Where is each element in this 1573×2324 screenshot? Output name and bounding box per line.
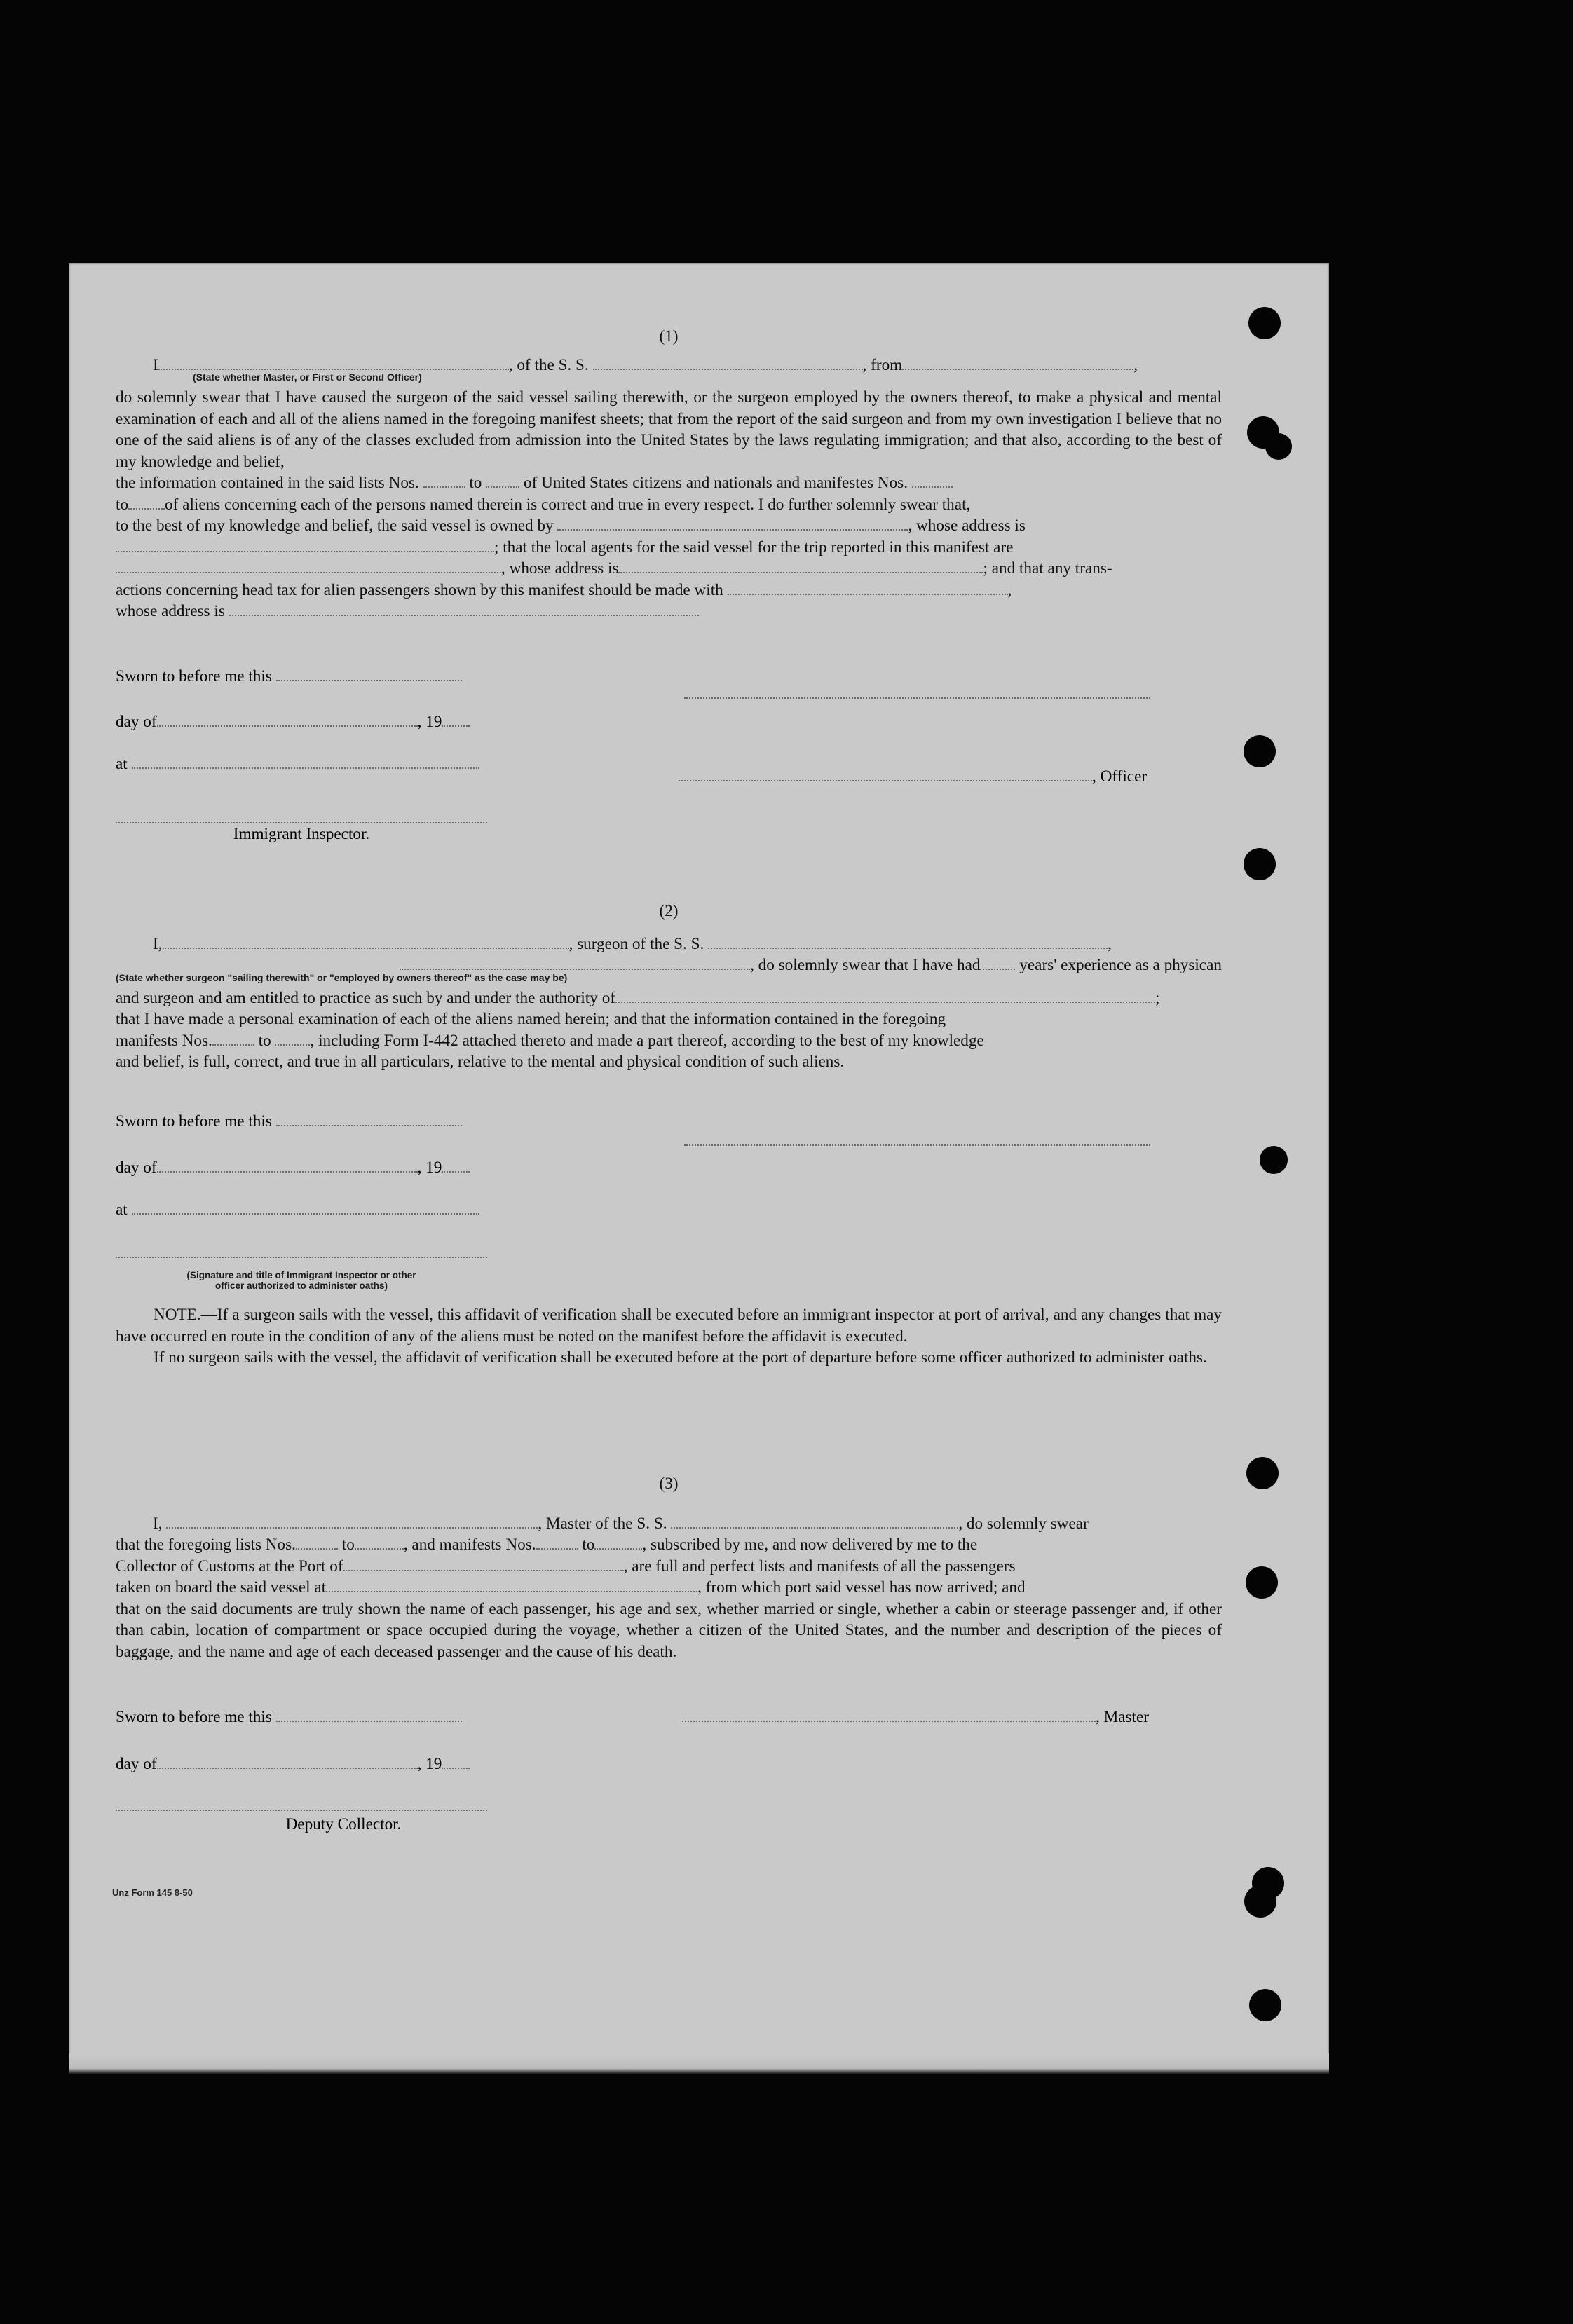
agents-line: ; that the local agents for the said vessel for the trip reported in this manifest are	[116, 537, 1222, 559]
master-signature-field[interactable]	[682, 1720, 1096, 1722]
day-of-line-3: day of , 19	[116, 1754, 470, 1775]
note-block	[116, 1304, 1222, 1369]
inspector-signature-line-2	[116, 1243, 487, 1264]
lists-line: the information contained in the said lists Nos. to of United States citizens and nationals and manifestes Nos.	[116, 472, 1222, 494]
officer-name-field[interactable]	[158, 368, 509, 370]
sworn-line-2: Sworn to before me this	[116, 1111, 462, 1132]
binder-hole	[1244, 735, 1276, 767]
binder-hole	[1265, 433, 1292, 460]
section-number: (3)	[659, 1475, 679, 1493]
surgeon-signature-field[interactable]	[684, 1144, 1150, 1146]
binder-hole	[1248, 307, 1281, 339]
officer-caption: (State whether Master, or First or Second Officer)	[193, 371, 422, 383]
agents-address-line: , whose address is ; and that any trans-	[116, 558, 1222, 580]
sworn-date-field-1[interactable]	[276, 679, 462, 681]
form-sheet	[69, 263, 1329, 2074]
master-line-3: I, , Master of the S. S. , do solemnly swear	[153, 1514, 1089, 1533]
head-tax-address-field[interactable]	[229, 614, 699, 616]
manifests-to-field-3[interactable]	[594, 1547, 642, 1550]
owner-field[interactable]	[557, 528, 908, 531]
master-vessel-field[interactable]	[671, 1526, 958, 1529]
manifests-from-field-2[interactable]	[212, 1044, 254, 1046]
immigrant-inspector-label: Immigrant Inspector.	[233, 825, 370, 843]
affidavit-section-3	[116, 1473, 1222, 1662]
binder-hole	[1246, 1566, 1278, 1599]
lists-to-field-3[interactable]	[355, 1547, 404, 1550]
years-field[interactable]	[980, 968, 1015, 970]
oath-paragraph: do solemnly swear that I have caused the surgeon of the said vessel sailing therewith, or the surgeon employed by the owners thereof, to make a physical and mental examination of each and all of the aliens named in the foregoing manifest sheets; that from the report of the said surgeon and from my own investigation I believe that no one of the said aliens is of any of the classes excluded from admission into the United States by the laws regulating immigration; and that also, according to the best of my knowledge and belief,	[116, 388, 1222, 471]
head-tax-line: actions concerning head tax for alien passengers shown by this manifest should be made with ,	[116, 580, 1012, 599]
surgeon-vessel-field[interactable]	[708, 947, 1108, 949]
at-field-2[interactable]	[132, 1212, 479, 1215]
agents-field[interactable]	[116, 571, 501, 573]
lists-line-3: that the foregoing lists Nos. to , and manifests Nos. to , subscribed by me, and now delivered by me to the	[116, 1536, 978, 1554]
collector-signature-field[interactable]	[116, 1809, 487, 1811]
manifests-from-field-3[interactable]	[536, 1547, 578, 1550]
sworn-line-1: Sworn to before me this	[116, 666, 462, 687]
surgeon-type-field[interactable]	[400, 968, 750, 970]
at-field-1[interactable]	[132, 767, 479, 769]
binder-hole	[1249, 1989, 1281, 2021]
officer-signature-line: , Officer	[679, 766, 1147, 787]
paper-torn-edge	[69, 2053, 1329, 2074]
agents-address-field[interactable]	[618, 571, 983, 573]
taken-on-board-line: taken on board the said vessel at , from which port said vessel has now arrived; and	[116, 1578, 1026, 1597]
documents-paragraph: that on the said documents are truly shown the name of each passenger, his age and sex, whether married or single, whether a cabin or steerage passenger and, if other than cabin, location of compartment or space occupied during the voyage, whether a citizen of the United States, and the number and description of the pieces of baggage, and the name and age of each deceased passenger and the cause of his death.	[116, 1599, 1222, 1661]
owner-address-field[interactable]	[116, 550, 494, 552]
manifests-from-field[interactable]	[912, 486, 953, 488]
binder-hole	[1246, 1457, 1279, 1489]
examination-line: that I have made a personal examination of each of the aliens named herein; and that the information contained in the foregoing	[116, 1010, 946, 1028]
lists-from-field-3[interactable]	[296, 1547, 338, 1550]
year-field-1[interactable]	[442, 725, 470, 727]
master-name-field[interactable]	[166, 1526, 538, 1529]
signature-title-caption: (Signature and title of Immigrant Inspector or other officer authorized to administer oaths)	[186, 1270, 416, 1291]
port-from-field[interactable]	[902, 368, 1133, 370]
manifests-to-field[interactable]	[128, 507, 165, 510]
section-number: (2)	[659, 902, 679, 920]
sworn-date-field-2[interactable]	[276, 1124, 462, 1126]
officer-signature-field[interactable]	[679, 779, 1092, 781]
experience-line: , do solemnly swear that I have had years' experience as a physican	[116, 955, 1222, 976]
day-of-field-1[interactable]	[157, 725, 418, 727]
note-no-surgeon: If no surgeon sails with the vessel, the affidavit of verification shall be executed before at the port of departure before some officer authorized to administer oaths.	[154, 1348, 1207, 1367]
day-of-field-2[interactable]	[157, 1170, 418, 1173]
note-surgeon-sails: NOTE.—If a surgeon sails with the vessel, this affidavit of verification shall be executed before an immigrant inspector at port of arrival, and any changes that may have occurred en route in the condition of any of the aliens must be noted on the manifest before the affidavit is executed.	[116, 1306, 1222, 1346]
year-field-3[interactable]	[442, 1767, 470, 1769]
owner-line: to the best of my knowledge and belief, the said vessel is owned by , whose address is	[116, 517, 1026, 535]
signature-field-1[interactable]	[684, 697, 1150, 699]
affidavit-section-2	[116, 901, 1222, 1073]
section-number: (1)	[659, 327, 679, 346]
form-code: Unz Form 145 8-50	[112, 1887, 193, 1898]
day-of-field-3[interactable]	[157, 1767, 418, 1769]
port-of-embarkation-field[interactable]	[326, 1590, 697, 1592]
year-field-2[interactable]	[442, 1170, 470, 1173]
surgeon-name-field[interactable]	[163, 947, 569, 949]
master-line: I , of the S. S. , from ,	[153, 355, 1138, 374]
manifests-to-field-2[interactable]	[275, 1044, 310, 1046]
binder-hole	[1244, 1885, 1276, 1918]
lists-from-field[interactable]	[423, 486, 465, 488]
signature-line-2	[684, 1130, 1150, 1151]
head-tax-field[interactable]	[728, 593, 1008, 595]
master-signature-line: , Master	[682, 1707, 1149, 1728]
belief-line: and belief, is full, correct, and true in all particulars, relative to the mental and physical condition of such aliens.	[116, 1053, 845, 1071]
authority-line: and surgeon and am entitled to practice as such by and under the authority of ;	[116, 988, 1160, 1007]
binder-hole	[1260, 1146, 1288, 1174]
lists-to-field[interactable]	[486, 486, 519, 488]
authority-field[interactable]	[615, 1001, 1155, 1003]
binder-hole	[1244, 848, 1276, 880]
surgeon-caption: (State whether surgeon "sailing therewith" or "employed by owners thereof" as the case may be)	[116, 971, 568, 983]
signature-line-1	[684, 683, 1150, 704]
at-line-2: at	[116, 1199, 479, 1220]
surgeon-line: I, , surgeon of the S. S. ,	[153, 934, 1112, 953]
sworn-line-3: Sworn to before me this	[116, 1707, 462, 1728]
vessel-name-field[interactable]	[593, 368, 863, 370]
deputy-collector-label: Deputy Collector.	[285, 1815, 402, 1833]
day-of-line-1: day of , 19	[116, 711, 470, 732]
collector-line: Collector of Customs at the Port of , are full and perfect lists and manifests of all the passengers	[116, 1557, 1016, 1575]
aliens-line: to of aliens concerning each of the persons named therein is correct and true in every respect. I do further solemnly swear that,	[116, 495, 971, 514]
head-tax-address-line: whose address is	[116, 601, 1222, 622]
day-of-line-2: day of , 19	[116, 1157, 470, 1178]
inspector-signature-field-2[interactable]	[116, 1256, 487, 1258]
port-field[interactable]	[343, 1569, 624, 1571]
at-line-1: at	[116, 753, 479, 774]
sworn-date-field-3[interactable]	[276, 1720, 462, 1722]
affidavit-section-1	[116, 326, 1222, 622]
manifests-line: manifests Nos. to , including Form I-442 attached thereto and made a part thereof, according to the best of my knowledge	[116, 1031, 984, 1050]
